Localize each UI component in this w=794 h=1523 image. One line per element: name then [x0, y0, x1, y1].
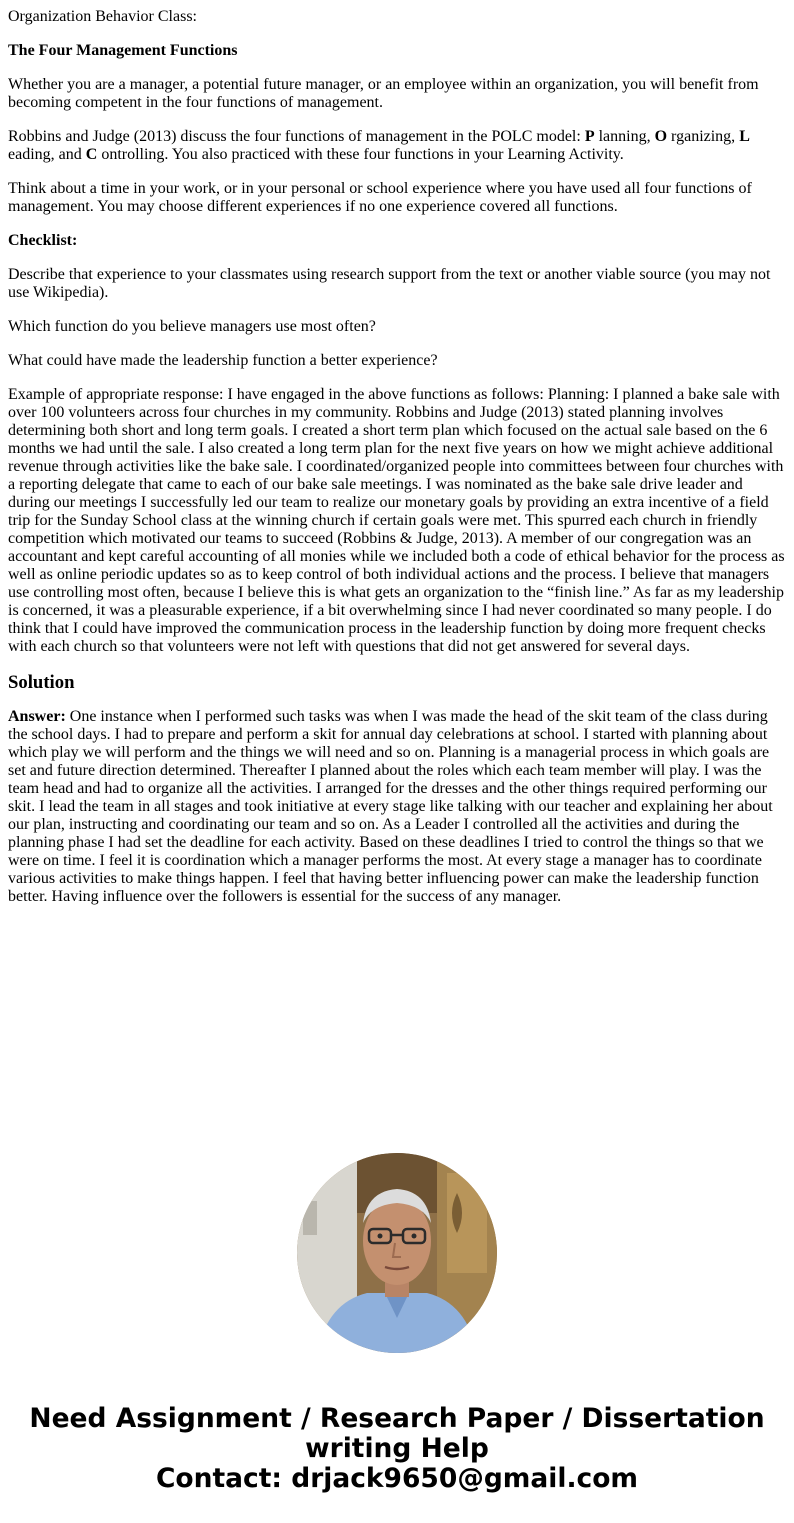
polc-paragraph: [8, 128, 786, 164]
banner-line-1: Need Assignment / Research Paper / Dissertation: [29, 1403, 765, 1434]
polc-controlling: ontrolling. You also practiced with these four functions in your Learning Activity.: [97, 146, 624, 163]
person-photo-icon: [297, 1153, 497, 1353]
page-title: [8, 42, 786, 60]
polc-letter-c: C: [85, 146, 98, 163]
checklist-item: Describe that experience to your classmates using research support from the text or another viable source (you may not use Wikipedia).: [8, 266, 771, 301]
answer-text: One instance when I performed such tasks was when I was made the head of the skit team of the class during the school days. I had to prepare and perform a skit for annual day celebrations at school. I started with planning about which play we will perform and the things we will need and so on. Planning is a managerial process in which goals are set and future direction determined. Thereafter I planned about the roles which each team member will play. I was the team head and had to organize all the activities. I arranged for the dresses and the other things required performing our skit. I lead the team in all stages and took initiative at every stage like talking with our teacher and explaining her about our plan, instructing and coordinating our team and so on. As a Leader I controlled all the activities and during the planning phase I had set the deadline for each activity. Based on these deadlines I tried to control the things so that we were on time. I feel it is coordination which a manager performs the most. At every stage a manager has to coordinate various activities to make things happen. I feel that having better influencing power can make the leadership function better. Having influence over the followers is essential for the success of any manager.: [8, 708, 773, 905]
solution-heading: Solution: [8, 672, 75, 693]
banner-line-2: writing Help: [305, 1433, 489, 1464]
example-response: Example of appropriate response: I have engaged in the above functions as follows: Planning: I planned a bake sale with over 100 volunteers across four churches in my community. Robbins and Judge (2013) stated planning involves determining both short and long term goals. I created a short term plan which focused on the actual sale based on the 6 months we had until the sale. I also created a long term plan for the next five years on how we might achieve additional revenue through activities like the bake sale. I coordinated/organized people into committees between four churches with a reporting delegate that came to each of our bake sale meetings. I was nominated as the bake sale drive leader and during our meetings I successfully led our team to realize our monetary goals by providing an extra incentive of a field trip for the Sunday School class at the winning church if certain goals were met. This spurred each church in friendly competition which motivated our teams to succeed (Robbins & Judge, 2013). A member of our congregation was an accountant and kept careful accounting of all monies while we included both a code of ethical behavior for the process as well as online periodic updates so as to keep control of both individual actions and the process. I believe that managers use controlling most often, because I believe this is what gets an organization to the “finish line.” As far as my leadership is concerned, it was a pleasurable experience, if a bit overwhelming since I had never coordinated so many people. I do think that I could have improved the communication process in the leadership function by doing more frequent checks with each church so that volunteers were not left with questions that did not get answered for several days.: [8, 386, 785, 655]
contact-banner: [0, 1404, 794, 1494]
polc-organizing: rganizing,: [667, 128, 740, 145]
avatar: [297, 1153, 497, 1353]
answer-paragraph: [8, 708, 786, 906]
checklist-heading: [8, 232, 786, 250]
checklist-item: Which function do you believe managers use most often?: [8, 318, 376, 335]
polc-lead: Robbins and Judge (2013) discuss the four functions of management in the POLC model:: [8, 128, 585, 145]
course-label: Organization Behavior Class:: [8, 8, 197, 25]
polc-letter-o: O: [654, 128, 668, 145]
checklist-item: What could have made the leadership function a better experience?: [8, 352, 438, 369]
page-title-text: The Four Management Functions: [8, 42, 238, 59]
document-body: [8, 8, 786, 922]
answer-label: Answer:: [8, 708, 66, 725]
polc-planning: lanning,: [594, 128, 655, 145]
polc-letter-l: L: [739, 128, 750, 145]
think-paragraph: Think about a time in your work, or in your personal or school experience where you have used all four functions of management. You may choose different experiences if no one experience covered all functions.: [8, 180, 752, 215]
checklist-label: Checklist:: [8, 232, 78, 249]
polc-leading: eading, and: [8, 146, 86, 163]
banner-contact: Contact: drjack9650@gmail.com: [155, 1463, 639, 1494]
polc-letter-p: P: [584, 128, 595, 145]
intro-paragraph: Whether you are a manager, a potential future manager, or an employee within an organization, you will benefit from becoming competent in the four functions of management.: [8, 76, 759, 111]
